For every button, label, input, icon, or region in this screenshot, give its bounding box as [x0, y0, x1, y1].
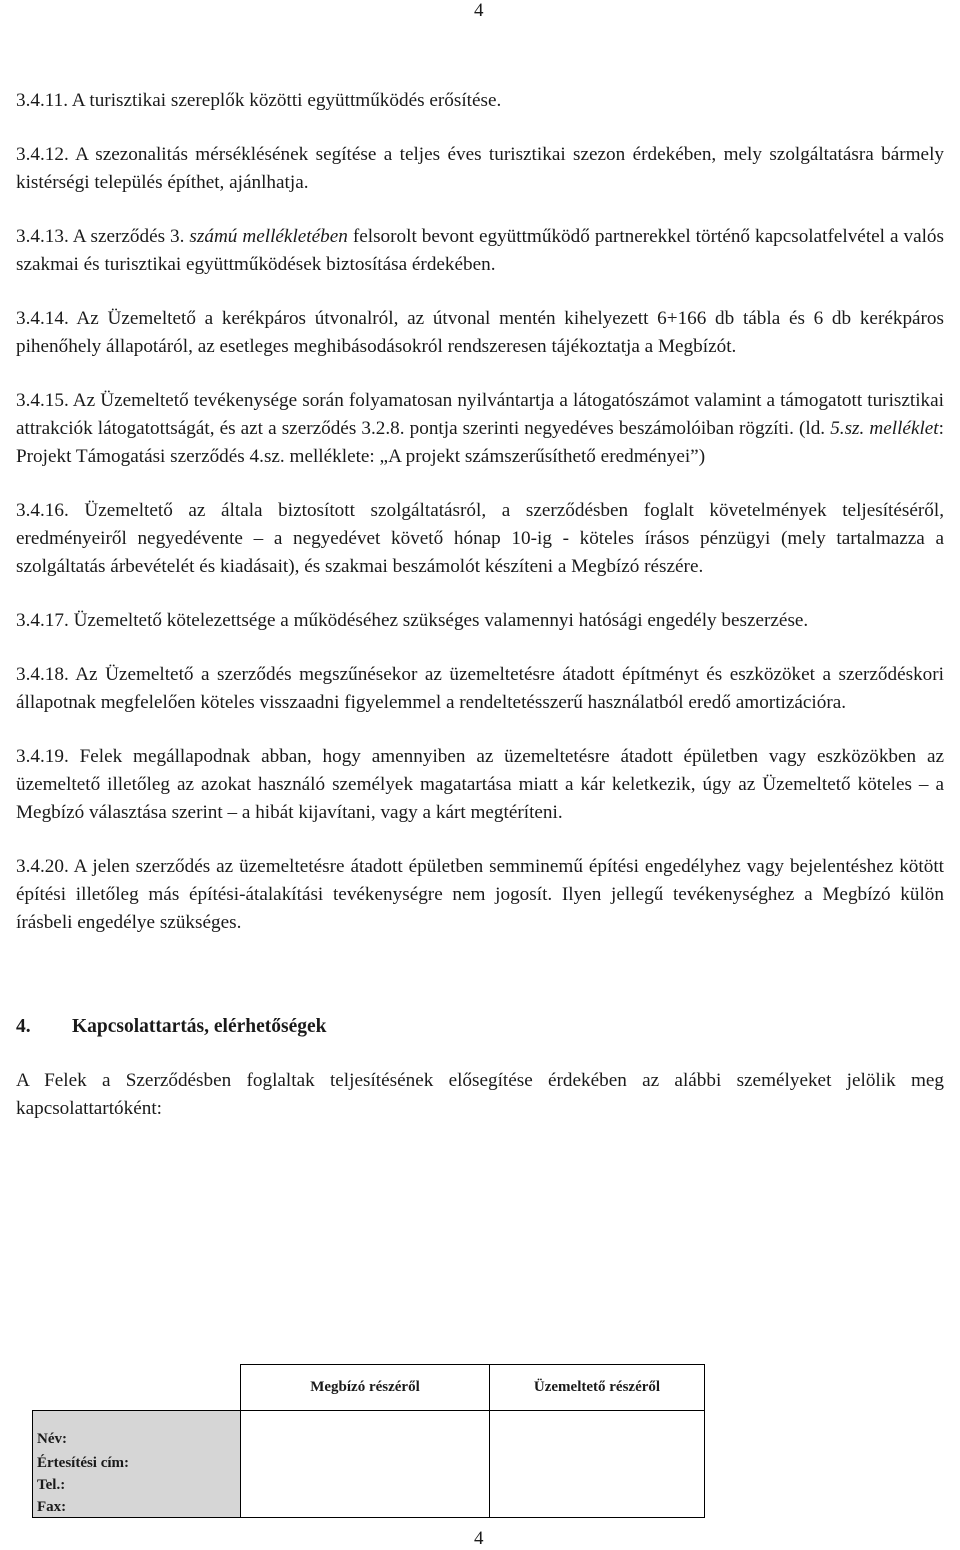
- contact-table-corner: [33, 1365, 241, 1411]
- clause-3-4-13: [16, 223, 944, 279]
- label-fax: Fax:: [37, 1499, 67, 1515]
- megbizo-contact-cell[interactable]: [241, 1411, 490, 1518]
- page-number-bottom: 4: [474, 1528, 484, 1549]
- clause-3-4-17: 3.4.17. Üzemeltető kötelezettsége a működéséhez szükséges valamennyi hatósági engedély beszerzése.: [16, 610, 809, 631]
- clause-3-4-11: 3.4.11. A turisztikai szereplők közötti együttműködés erősítése.: [16, 90, 502, 111]
- label-address: Értesítési cím:: [37, 1455, 130, 1471]
- contact-table-header-row: [33, 1365, 705, 1411]
- contact-labels: [33, 1411, 241, 1518]
- clause-3-4-13-start: 3.4.13. A szerződés 3.: [16, 226, 190, 247]
- uzemelteto-contact-cell[interactable]: [490, 1411, 705, 1518]
- contact-table: [32, 1364, 705, 1518]
- section-intro: A Felek a Szerződésben foglaltak teljesítésének elősegítése érdekében az alábbi személyeket jelölik meg kapcsolattartóként:: [16, 1070, 944, 1119]
- header-megbizo: Megbízó részéről: [241, 1365, 490, 1411]
- clause-3-4-15: [16, 387, 944, 471]
- clause-3-4-20: 3.4.20. A jelen szerződés az üzemeltetésre átadott épületben semminemű építési engedélyhez vagy bejelentéshez kötött építési illetőleg más építési-átalakítási tevékenységre nem jogosít. Ilyen jellegű tevékenységhez a Megbízó külön írásbeli engedélye szükséges.: [16, 856, 944, 933]
- clause-3-4-15-start: 3.4.15. Az Üzemeltető tevékenysége során folyamatosan nyilvántartja a látogatószámot valamint a támogatott turisztikai attrakciók látogatottságát, és azt a szerződés 3.2.8. pontja szerinti negyedéves beszámolóiban rögzíti. (ld.: [16, 390, 944, 439]
- label-phone: Tel.:: [37, 1477, 66, 1493]
- clause-3-4-16: 3.4.16. Üzemeltető az általa biztosított szolgáltatásról, a szerződésben foglalt követelmények teljesítéséről, eredményeiről negyedévente – a negyedévet követő hónap 10-ig - köteles írásos pénzügyi (mely tartalmazza a szolgáltatás árbevételét és kiadásait), és szakmai beszámolót készíteni a Megbízó részére.: [16, 500, 944, 577]
- contact-table-body-row: [33, 1411, 705, 1518]
- section-title: Kapcsolattartás, elérhetőségek: [72, 1016, 327, 1037]
- clause-3-4-15-end: : Projekt Támogatási szerződés 4.sz. melléklete: „A projekt számszerűsíthető eredményei”): [16, 418, 944, 467]
- header-uzemelteto: Üzemeltető részéről: [490, 1365, 705, 1411]
- clause-3-4-14: 3.4.14. Az Üzemeltető a kerékpáros útvonalról, az útvonal mentén kihelyezett 6+166 db tábla és 6 db kerékpáros pihenőhely állapotáról, az esetleges meghibásodásokról rendszeresen tájékoztatja a Megbízót.: [16, 308, 944, 357]
- clause-3-4-15-italic: 5.sz. melléklet: [830, 418, 939, 439]
- section-number: 4.: [16, 1016, 31, 1037]
- clause-3-4-18: 3.4.18. Az Üzemeltető a szerződés megszűnésekor az üzemeltetésre átadott építményt és eszközöket a szerződéskori állapotnak megfelelően köteles visszaadni figyelemmel a rendeltetésszerű használatból eredő amortizációra.: [16, 664, 944, 713]
- page-number-top: 4: [474, 0, 484, 21]
- clause-3-4-12: 3.4.12. A szezonalitás mérséklésének segítése a teljes éves turisztikai szezon érdekében, mely szolgáltatásra bármely kistérségi település építhet, ajánlhatja.: [16, 144, 944, 193]
- section-heading: [16, 1013, 944, 1041]
- document-body: [16, 87, 944, 1123]
- label-name: Név:: [37, 1431, 67, 1447]
- clause-3-4-19: 3.4.19. Felek megállapodnak abban, hogy amennyiben az üzemeltetésre átadott épületben vagy eszközökben az üzemeltető illetőleg az azokat használó személyek magatartása miatt a kár keletkezik, úgy az Üzemeltető köteles – a Megbízó választása szerint – a hibát kijavítani, vagy a kárt megtéríteni.: [16, 746, 944, 823]
- clause-3-4-13-italic: számú mellékletében: [189, 226, 348, 247]
- clause-3-4-13-end: felsorolt bevont együttműködő partnerekkel történő kapcsolatfelvétel a valós szakmai és turisztikai együttműködések biztosítása érdekében.: [16, 226, 944, 275]
